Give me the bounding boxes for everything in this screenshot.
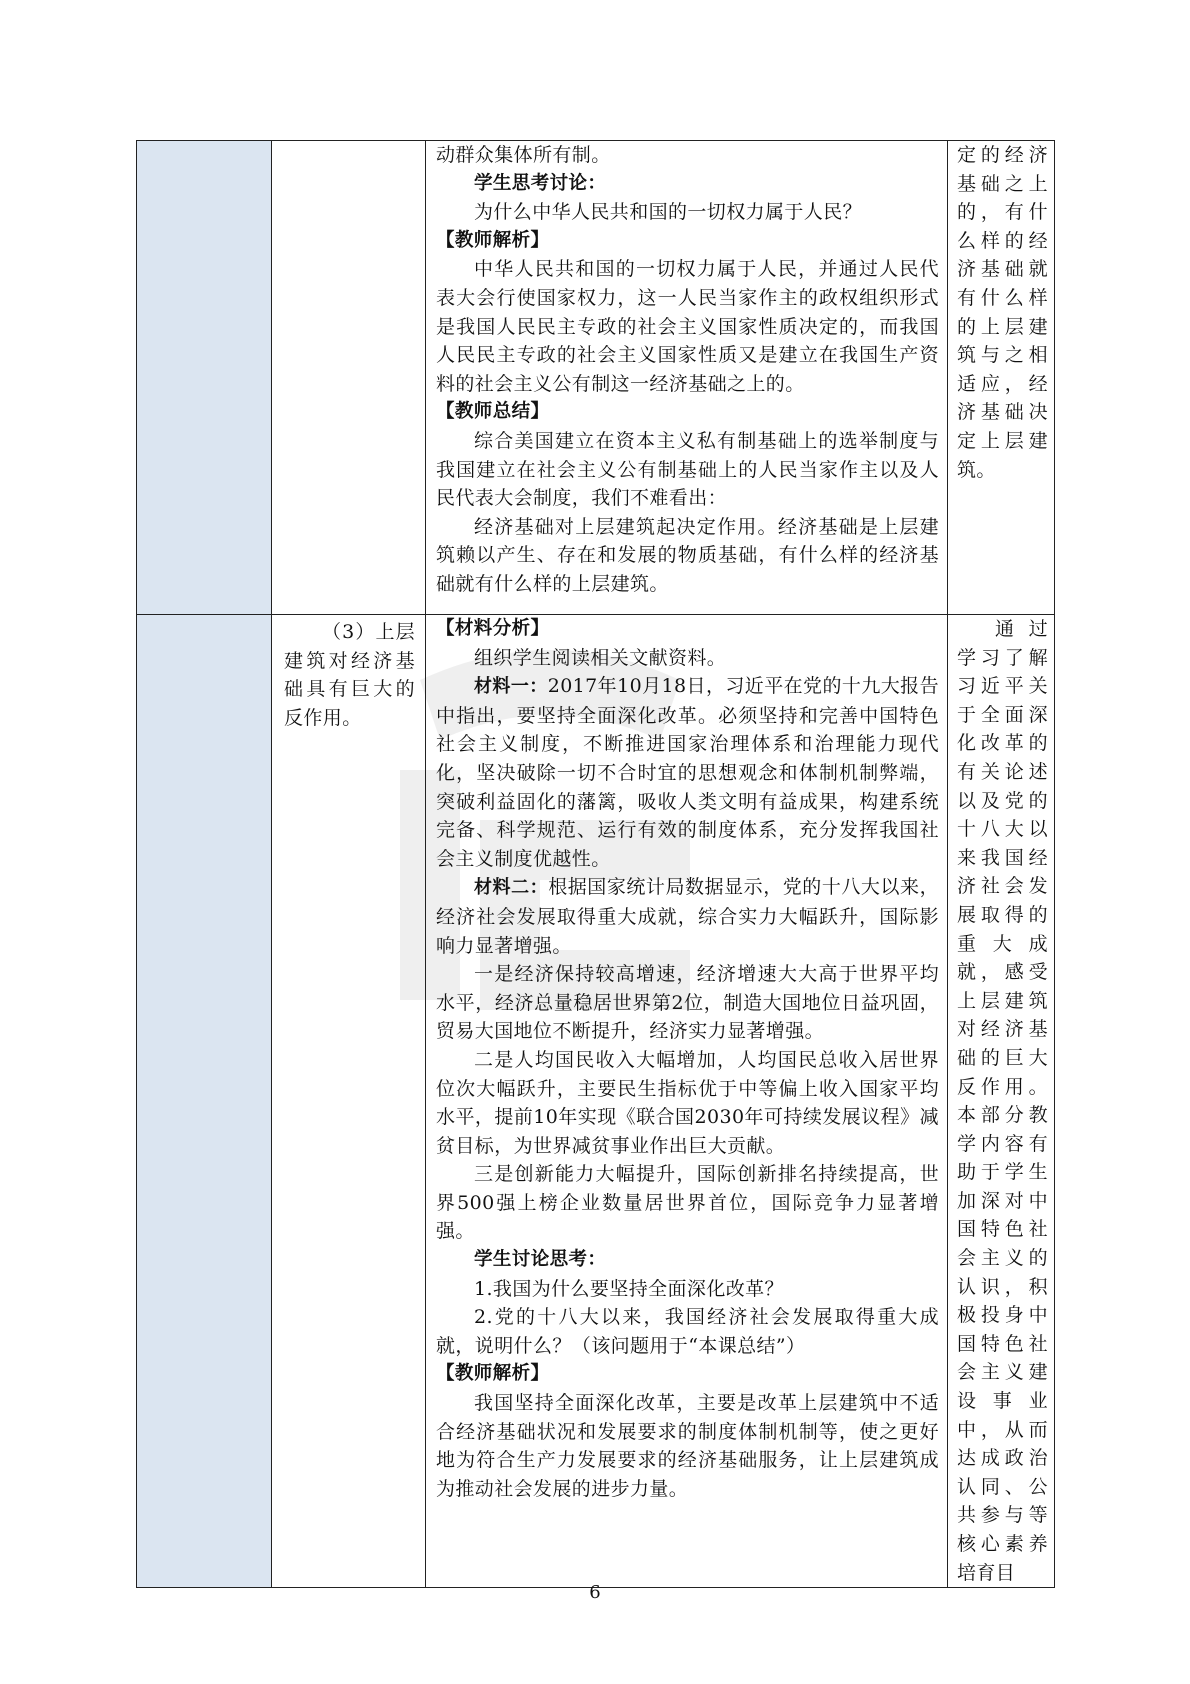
topic-cell [272, 141, 426, 615]
design-intent-text: 定的经济基础之上的，有什么样的经济基础就有什么样的上层建筑与之相适应，经济基础决定上层建筑。 [957, 144, 1048, 481]
paragraph: 一是经济保持较高增速，经济增速大大高于世界平均水平，经济总量稳居世界第2位，制造大国地位日益巩固，贸易大国地位不断提升，经济实力显著增强。 [436, 963, 939, 1043]
section-heading: 【材料分析】 [436, 618, 550, 639]
paragraph: 为什么中华人民共和国的一切权力属于人民？ [474, 201, 863, 224]
lesson-plan-table [136, 140, 1055, 1588]
section-column-cell [137, 615, 272, 1588]
table-row [137, 141, 1055, 615]
page-number: 6 [589, 1582, 601, 1603]
topic-text: （3）上层建筑对经济基础具有巨大的反作用。 [284, 621, 415, 729]
paragraph: 三是创新能力大幅提升，国际创新排名持续提高，世界500强上榜企业数量居世界首位，国际竞争力显著增强。 [436, 1163, 939, 1243]
activity-content [426, 615, 947, 1503]
material-text: 2017年10月18日，习近平在党的十九大报告中指出，要坚持全面深化改革。必须坚持和完善中国特色社会主义制度，不断推进国家治理体系和治理能力现代化，坚决破除一切不合时宜的思想观念和体制机制弊端，突破利益固化的藩篱，吸收人类文明有益成果，构建系统完备、科学规范、运行有效的制度体系，充分发挥我国社会主义制度优越性。 [436, 675, 939, 870]
design-intent-text: 通过学习了解习近平关于全面深化改革的有关论述以及党的十八大以来我国经济社会发展取得的重大成就，感受上层建筑对经济基础的巨大反作用。本部分教学内容有助于学生加深对中国特色社会主义的认识，积极投身中国特色社会主义建设事业中，从而达成政治认同、公共参与等核心素养培育目 [957, 618, 1048, 1584]
paragraph: 经济基础对上层建筑起决定作用。经济基础是上层建筑赖以产生、存在和发展的物质基础，有什么样的经济基础就有什么样的上层建筑。 [436, 515, 939, 595]
design-intent-cell [948, 615, 1055, 1588]
paragraph: 组织学生阅读相关文献资料。 [474, 646, 727, 669]
section-heading: 【教师解析】 [436, 229, 550, 251]
discussion-heading: 学生思考讨论： [474, 172, 607, 194]
design-intent-cell [948, 141, 1055, 615]
material-label: 材料一： [474, 676, 548, 698]
paragraph: 我国坚持全面深化改革，主要是改革上层建筑中不适合经济基础状况和发展要求的制度体制机制等，使之更好地为符合生产力发展要求的经济基础服务，让上层建筑成为推动社会发展的进步力量。 [436, 1392, 939, 1500]
topic-cell [272, 615, 426, 1588]
activity-cell [426, 615, 948, 1588]
material-text: 根据国家统计局数据显示，党的十八大以来，经济社会发展取得重大成就，综合实力大幅跃升，国际影响力显著增强。 [436, 876, 939, 957]
paragraph: 二是人均国民收入大幅增加，人均国民总收入居世界位次大幅跃升，主要民生指标优于中等偏上收入国家平均水平，提前10年实现《联合国2030年可持续发展议程》减贫目标，为世界减贫事业作出巨大贡献。 [436, 1048, 939, 1157]
paragraph: 2.党的十八大以来，我国经济社会发展取得重大成就，说明什么？（该问题用于“本课总结”） [436, 1306, 939, 1357]
activity-cell [426, 141, 948, 615]
activity-content [426, 141, 947, 599]
section-column-cell [137, 141, 272, 615]
section-heading: 【教师总结】 [436, 401, 550, 423]
material-paragraph [436, 873, 939, 960]
paragraph: 综合美国建立在资本主义私有制基础上的选举制度与我国建立在社会主义公有制基础上的人民当家作主以及人民代表大会制度，我们不难看出： [436, 429, 939, 510]
paragraph: 1.我国为什么要坚持全面深化改革？ [474, 1277, 784, 1300]
material-label: 材料二： [474, 877, 549, 899]
paragraph: 动群众集体所有制。 [436, 144, 611, 166]
table-row [137, 615, 1055, 1588]
material-paragraph [436, 672, 939, 873]
section-heading: 【教师解析】 [436, 1363, 550, 1385]
discussion-heading: 学生讨论思考： [474, 1249, 607, 1271]
paragraph: 中华人民共和国的一切权力属于人民，并通过人民代表大会行使国家权力，这一人民当家作主的政权组织形式是我国人民民主专政的社会主义国家性质决定的，而我国人民民主专政的社会主义国家性质又是建立在我国生产资料的社会主义公有制这一经济基础之上的。 [436, 258, 939, 395]
